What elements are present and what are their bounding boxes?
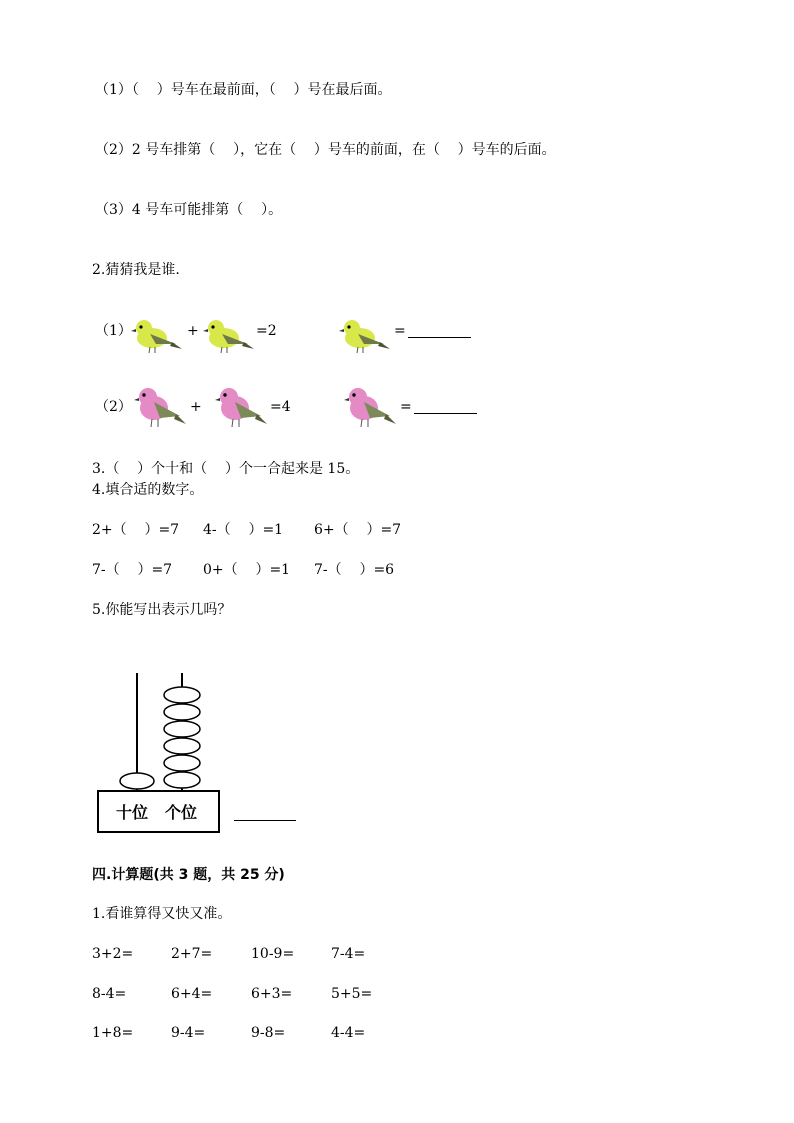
calc-problem: 9-8= bbox=[251, 1025, 286, 1041]
q3-text: 3.（ ）个十和（ ）个一合起来是 15。 bbox=[92, 461, 360, 477]
fill-equation: 4-（ ）=1 bbox=[203, 522, 284, 538]
abacus-diagram bbox=[90, 665, 230, 837]
answer-blank[interactable] bbox=[234, 820, 296, 821]
q2-row1-label: （1） bbox=[95, 323, 132, 339]
equals-sign: = bbox=[400, 399, 412, 415]
abacus-bead bbox=[164, 738, 200, 754]
equals-value: =4 bbox=[270, 399, 291, 415]
abacus-bead bbox=[164, 687, 200, 703]
yellow-bird-icon bbox=[130, 316, 184, 356]
plus-sign: + bbox=[187, 323, 199, 339]
fill-equation: 2+（ ）=7 bbox=[92, 522, 180, 538]
q5-title: 5.你能写出表示几吗？ bbox=[92, 602, 232, 618]
tens-label: 十位 bbox=[116, 803, 149, 822]
calc-problem: 5+5= bbox=[331, 986, 373, 1002]
q1-line-2: （2）2 号车排第（ ），它在（ ）号车的前面，在（ ）号车的后面。 bbox=[95, 142, 556, 158]
calc-problem: 10-9= bbox=[251, 946, 295, 962]
pink-bird-icon bbox=[213, 384, 269, 430]
calc-problem: 6+4= bbox=[171, 986, 213, 1002]
abacus-bead bbox=[164, 704, 200, 720]
abacus-bead bbox=[164, 772, 200, 788]
calc-instruction: 1.看谁算得又快又准。 bbox=[92, 906, 232, 922]
fill-equation: 7-（ ）=7 bbox=[92, 562, 173, 578]
q4-title: 4.填合适的数字。 bbox=[92, 482, 204, 498]
fill-equation: 6+（ ）=7 bbox=[314, 522, 402, 538]
pink-bird-icon bbox=[342, 384, 398, 430]
fill-equation: 0+（ ）=1 bbox=[203, 562, 291, 578]
plus-sign: + bbox=[190, 399, 202, 415]
fill-equation: 7-（ ）=6 bbox=[314, 562, 395, 578]
yellow-bird-icon bbox=[338, 316, 392, 356]
abacus-bead bbox=[164, 755, 200, 771]
calc-problem: 6+3= bbox=[251, 986, 293, 1002]
calc-problem: 7-4= bbox=[331, 946, 366, 962]
pink-bird-icon bbox=[132, 384, 188, 430]
calc-problem: 8-4= bbox=[92, 986, 127, 1002]
calc-problem: 4-4= bbox=[331, 1025, 366, 1041]
q2-title: 2.猜猜我是谁. bbox=[92, 262, 180, 278]
equals-sign: = bbox=[394, 323, 406, 339]
ones-label: 个位 bbox=[165, 803, 198, 822]
q1-line-1: （1）（ ）号车在最前面，（ ）号在最后面。 bbox=[95, 82, 392, 98]
yellow-bird-icon bbox=[202, 316, 256, 356]
section-title: 四.计算题(共 3 题，共 25 分) bbox=[92, 867, 285, 883]
calc-problem: 1+8= bbox=[92, 1025, 134, 1041]
answer-blank[interactable] bbox=[408, 337, 471, 338]
q1-line-3: （3）4 号车可能排第（ ）。 bbox=[95, 202, 283, 218]
answer-blank[interactable] bbox=[414, 413, 477, 414]
calc-problem: 2+7= bbox=[171, 946, 213, 962]
calc-problem: 3+2= bbox=[92, 946, 134, 962]
calc-problem: 9-4= bbox=[171, 1025, 206, 1041]
q2-row2-label: （2） bbox=[95, 399, 132, 415]
abacus-bead bbox=[164, 721, 200, 737]
abacus-bead bbox=[120, 773, 154, 789]
equals-value: =2 bbox=[256, 323, 277, 339]
